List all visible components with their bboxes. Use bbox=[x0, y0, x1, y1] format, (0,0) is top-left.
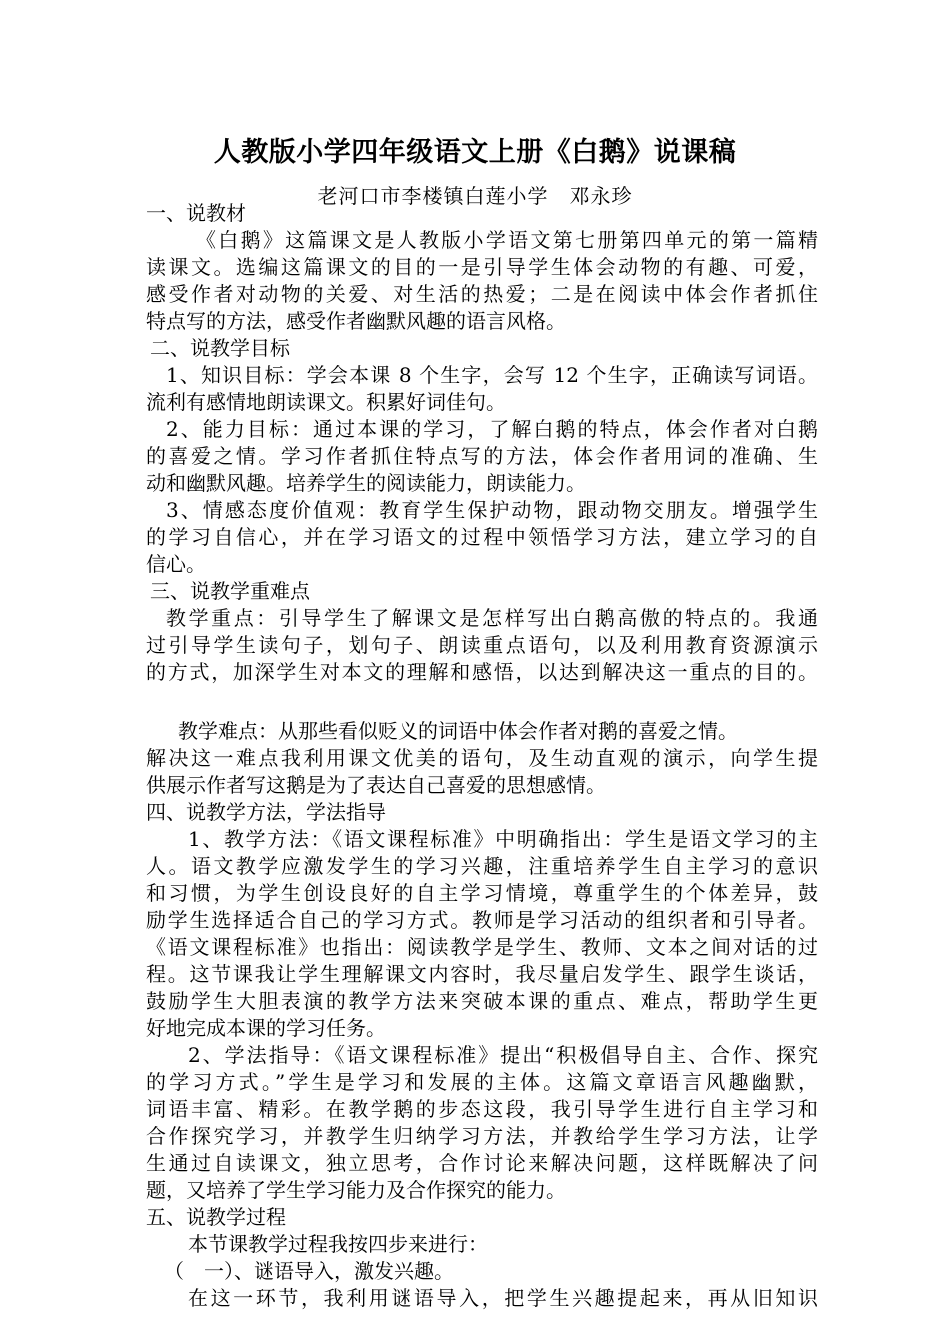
body-line: 和习惯，为学生创设良好的自主学习情境，尊重学生的个体差异，鼓 bbox=[146, 881, 818, 905]
body-line: 1、知识目标：学会本课 8 个生字，会写 12 个生字，正确读写词语。 bbox=[166, 363, 818, 387]
body-line: 励学生选择适合自己的学习方式。教师是学习活动的组织者和引导者。 bbox=[146, 908, 818, 932]
body-line: 1、教学方法：《语文课程标准》中明确指出：学生是语文学习的主 bbox=[188, 827, 818, 851]
body-line: 教学难点：从那些看似贬义的词语中体会作者对鹅的喜爱之情。 bbox=[178, 719, 738, 743]
body-line: 四、说教学方法，学法指导 bbox=[146, 800, 386, 824]
body-line: （ 一）、谜语导入，激发兴趣。 bbox=[164, 1259, 454, 1283]
body-line: 信心。 bbox=[146, 552, 206, 576]
body-line: 动和幽默风趣。培养学生的阅读能力，朗读能力。 bbox=[146, 471, 586, 495]
body-line: 一、说教材 bbox=[146, 201, 246, 225]
document-title: 人教版小学四年级语文上册《白鹅》说课稿 bbox=[213, 137, 737, 168]
body-line: 的喜爱之情。学习作者抓住特点写的方法，体会作者用词的准确、生 bbox=[146, 444, 818, 468]
body-line: 的学习自信心，并在学习语文的过程中领悟学习方法，建立学习的自 bbox=[146, 525, 818, 549]
body-line: 《语文课程标准》也指出：阅读教学是学生、教师、文本之间对话的过 bbox=[146, 935, 818, 959]
body-line: 人。语文教学应激发学生的学习兴趣，注重培养学生自主学习的意识 bbox=[146, 854, 818, 878]
body-line: 程。这节课我让学生理解课文内容时，我尽量启发学生、跟学生谈话， bbox=[146, 962, 818, 986]
blank-line bbox=[146, 686, 818, 718]
body-line: 2、学法指导：《语文课程标准》提出“积极倡导自主、合作、探究 bbox=[188, 1043, 818, 1067]
body-line: 感受作者对动物的关爱、对生活的热爱；二是在阅读中体会作者抓住 bbox=[146, 282, 818, 306]
body-line: 的学习方式。”学生是学习和发展的主体。这篇文章语言风趣幽默， bbox=[146, 1070, 818, 1094]
body-line: 3、情感态度价值观：教育学生保护动物，跟动物交朋友。增强学生 bbox=[166, 498, 818, 522]
body-line: 解决这一难点我利用课文优美的语句，及生动直观的演示，向学生提 bbox=[146, 746, 818, 770]
body-line: 《白鹅》这篇课文是人教版小学语文第七册第四单元的第一篇精 bbox=[196, 228, 818, 252]
body-line: 词语丰富、精彩。在教学鹅的步态这段，我引导学生进行自主学习和 bbox=[146, 1097, 818, 1121]
body-line: 过引导学生读句子，划句子、朗读重点语句，以及利用教育资源演示 bbox=[146, 633, 818, 657]
body-line: 合作探究学习，并教学生归纳学习方法，并教给学生学习方法，让学 bbox=[146, 1124, 818, 1148]
body-line: 供展示作者写这鹅是为了表达自己喜爱的思想感情。 bbox=[146, 773, 606, 797]
body-line: 好地完成本课的学习任务。 bbox=[146, 1016, 386, 1040]
document-body bbox=[146, 200, 818, 1312]
body-line: 二、说教学目标 bbox=[150, 336, 290, 360]
body-line: 生通过自读课文，独立思考，合作讨论来解决问题，这样既解决了问 bbox=[146, 1151, 818, 1175]
body-line: 教学重点：引导学生了解课文是怎样写出白鹅高傲的特点的。我通 bbox=[166, 606, 818, 630]
body-line: 三、说教学重难点 bbox=[150, 579, 310, 603]
body-line: 鼓励学生大胆表演的教学方法来突破本课的重点、难点，帮助学生更 bbox=[146, 989, 818, 1013]
body-line: 五、说教学过程 bbox=[146, 1205, 286, 1229]
body-line: 流利有感情地朗读课文。积累好词佳句。 bbox=[146, 390, 506, 414]
body-line: 读课文。选编这篇课文的目的一是引导学生体会动物的有趣、可爱， bbox=[146, 255, 818, 279]
body-line: 特点写的方法，感受作者幽默风趣的语言风格。 bbox=[146, 309, 566, 333]
body-line: 的方式，加深学生对本文的理解和感悟，以达到解决这一重点的目的。 bbox=[146, 660, 818, 684]
body-line: 2、能力目标：通过本课的学习，了解白鹅的特点，体会作者对白鹅 bbox=[166, 417, 818, 441]
body-line: 题，又培养了学生学习能力及合作探究的能力。 bbox=[146, 1178, 566, 1202]
body-line: 在这一环节，我利用谜语导入，把学生兴趣提起来，再从旧知识 bbox=[188, 1286, 818, 1310]
document-author: 老河口市李楼镇白莲小学 邓永珍 bbox=[317, 184, 633, 208]
body-line: 本节课教学过程我按四步来进行： bbox=[188, 1232, 488, 1256]
